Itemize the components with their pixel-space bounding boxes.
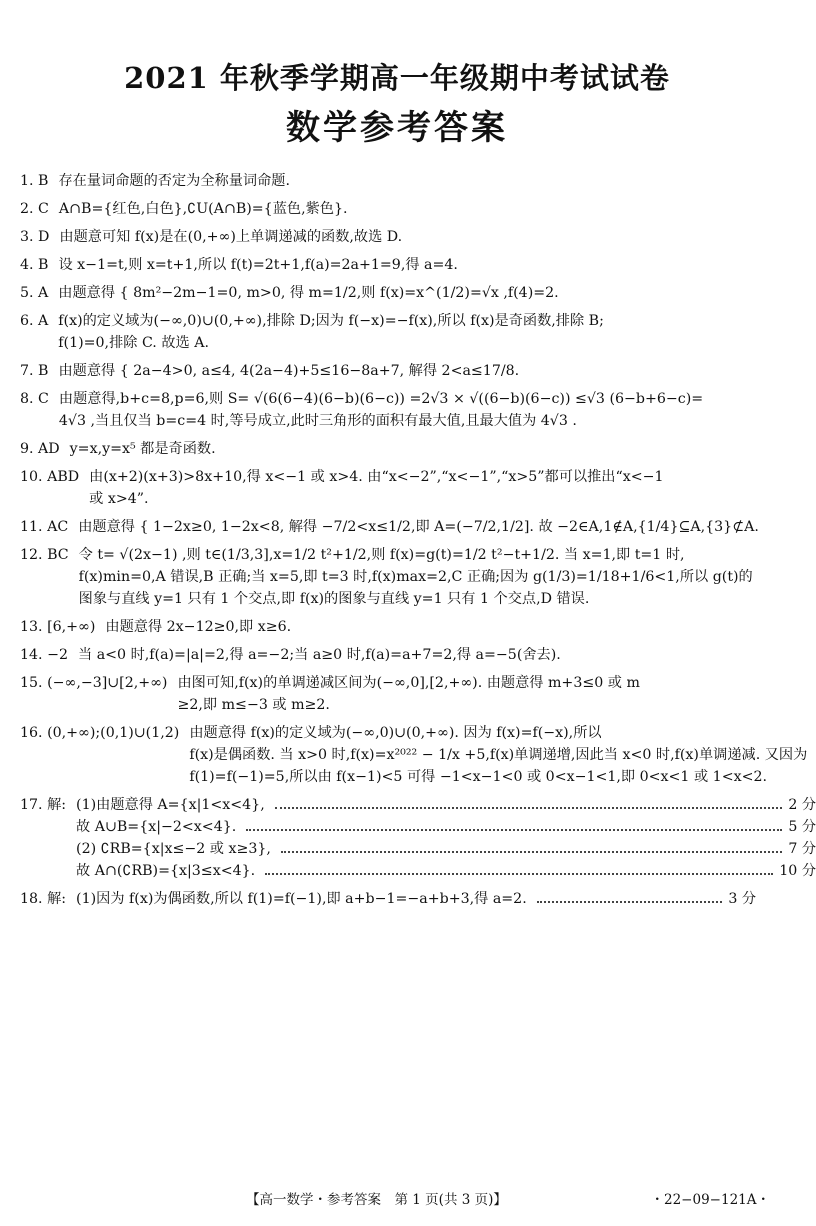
answer-item <box>20 388 780 432</box>
score-row <box>76 794 816 816</box>
answer-list <box>20 170 808 788</box>
answers-content <box>20 170 816 916</box>
footer-page-info: 【高一数学・参考答案 第 1 页(共 3 页)】 <box>246 1192 507 1208</box>
answer-body <box>177 672 780 716</box>
answer-line: 4√3 ,当且仅当 b=c=4 时,等号成立,此时三角形的面积有最大值,且最大值为 4√3 . <box>58 413 577 429</box>
answer-number: 18. 解: <box>20 891 67 907</box>
answer-body <box>76 794 816 882</box>
dot-leader <box>265 873 773 875</box>
step-points: 3 分 <box>728 891 757 907</box>
answer-number: 2. C <box>20 201 49 217</box>
answer-body <box>58 170 780 192</box>
step-points: 7 分 <box>788 841 816 857</box>
answer-body <box>58 282 780 304</box>
answer-body <box>78 516 780 538</box>
step-text: 故 A∪B={x|−2<x<4}. <box>76 819 237 835</box>
answer-body <box>58 360 780 382</box>
answer-number: 15. (−∞,−3]∪[2,+∞) <box>20 675 168 691</box>
answer-body <box>105 616 780 638</box>
answer-item <box>20 360 780 382</box>
answer-number: 13. [6,+∞) <box>20 619 96 635</box>
answer-line: y=x,y=x⁵ 都是奇函数. <box>69 441 216 457</box>
answer-line: 存在量词命题的否定为全称量词命题. <box>58 173 290 189</box>
step-text: (2) ∁RB={x|x≤−2 或 x≥3}, <box>76 841 271 857</box>
answer-body <box>76 888 780 910</box>
answer-number: 3. D <box>20 229 50 245</box>
score-row <box>76 860 816 882</box>
answer-body <box>70 438 780 460</box>
answer-item <box>20 672 780 716</box>
answer-line: f(x)min=0,A 错误,B 正确;当 x=5,即 t=3 时,f(x)max=2,C 正确;因为 g(1/3)=1/18+1/6<1,所以 g(t)的 <box>78 569 753 585</box>
score-row <box>76 838 816 860</box>
answer-number: 16. (0,+∞);(0,1)∪(1,2) <box>20 725 180 741</box>
answer-line: f(x)的定义域为(−∞,0)∪(0,+∞),排除 D;因为 f(−x)=−f(x),所以 f(x)是奇函数,排除 B; <box>58 313 604 329</box>
answer-body <box>59 388 780 432</box>
answer-line: 图象与直线 y=1 只有 1 个交点,即 f(x)的图象与直线 y=1 只有 1 个交点,D 错误. <box>78 591 590 607</box>
answer-item <box>20 466 780 510</box>
answer-number: 6. A <box>20 313 49 329</box>
answer-number: 12. BC <box>20 547 69 563</box>
answer-line: 由(x+2)(x+3)>8x+10,得 x<−1 或 x>4. 由“x<−2”,“x<−1”,“x>5”都可以推出“x<−1 <box>89 469 664 485</box>
answer-line: 由题意得 { 8m²−2m−1=0, m>0, 得 m=1/2,则 f(x)=x^(1/2)=√x ,f(4)=2. <box>58 285 559 301</box>
dot-leader <box>246 829 782 831</box>
answer-line: f(1)=0,排除 C. 故选 A. <box>58 335 209 351</box>
answer-item <box>20 516 780 538</box>
answer-item <box>20 438 780 460</box>
answer-body <box>189 722 807 788</box>
answer-item <box>20 170 780 192</box>
answer-item <box>20 282 780 304</box>
answer-line: 或 x>4”. <box>89 491 149 507</box>
answer-body <box>58 310 780 354</box>
answer-item <box>20 616 780 638</box>
answer-body <box>79 544 780 610</box>
answer-17 <box>20 794 816 882</box>
answer-number: 5. A <box>20 285 49 301</box>
answer-body <box>78 644 780 666</box>
answer-line: 由题意得,b+c=8,p=6,则 S= √(6(6−4)(6−b)(6−c)) =2√3 × √((6−b)(6−c)) ≤√3 (6−b+6−c)= <box>58 391 704 407</box>
answer-body <box>59 198 780 220</box>
answer-number: 14. −2 <box>20 647 68 663</box>
answer-number: 7. B <box>20 363 49 379</box>
answer-body <box>58 254 780 276</box>
answer-line: 由题意得 2x−12≥0,即 x≥6. <box>105 619 292 635</box>
dot-leader <box>281 851 782 853</box>
answer-item <box>20 198 780 220</box>
answer-item <box>20 544 780 610</box>
footer-code: ・22−09−121A・ <box>650 1192 770 1208</box>
answer-line: 由题意可知 f(x)是在(0,+∞)上单调递减的函数,故选 D. <box>59 229 403 245</box>
answer-number: 10. ABD <box>20 469 80 485</box>
dot-leader <box>275 807 783 809</box>
answer-line: f(x)是偶函数. 当 x>0 时,f(x)=x²⁰²² − 1/x +5,f(x)单调递增,因此当 x<0 时,f(x)单调递减. 又因为 <box>189 747 808 763</box>
answer-line: A∩B={红色,白色},∁U(A∩B)={蓝色,紫色}. <box>58 201 348 217</box>
answer-number: 4. B <box>20 257 49 273</box>
score-row <box>76 816 816 838</box>
answer-key-title: 数学参考答案 <box>286 108 508 148</box>
answer-line: 设 x−1=t,则 x=t+1,所以 f(t)=2t+1,f(a)=2a+1=9,得 a=4. <box>58 257 458 273</box>
answer-body <box>89 466 780 510</box>
answer-line: 由题意得 { 2a−4>0, a≤4, 4(2a−4)+5≤16−8a+7, 解得 2<a≤17/8. <box>58 363 520 379</box>
step-points: 5 分 <box>788 819 816 835</box>
answer-line: 当 a<0 时,f(a)=|a|=2,得 a=−2;当 a≥0 时,f(a)=a+7=2,得 a=−5(舍去). <box>78 647 561 663</box>
answer-item <box>20 722 808 788</box>
answer-item <box>20 644 780 666</box>
answer-number: 9. AD <box>20 441 60 457</box>
answer-number: 8. C <box>20 391 49 407</box>
score-row <box>76 888 756 910</box>
answer-item <box>20 226 780 248</box>
step-points: 2 分 <box>788 797 816 813</box>
answer-line: ≥2,即 m≤−3 或 m≥2. <box>177 697 330 713</box>
answer-item <box>20 254 780 276</box>
exam-title: 2021 年秋季学期高一年级期中考试试卷 <box>124 61 670 95</box>
step-text: 故 A∩(∁RB)={x|3≤x<4}. <box>76 863 256 879</box>
answer-line: 由题意得 f(x)的定义域为(−∞,0)∪(0,+∞). 因为 f(x)=f(−x),所以 <box>189 725 602 741</box>
answer-18 <box>20 888 780 910</box>
dot-leader <box>537 901 723 903</box>
answer-line: 由题意得 { 1−2x≥0, 1−2x<8, 解得 −7/2<x≤1/2,即 A=(−7/2,1/2]. 故 −2∈A,1∉A,{1/4}⊆A,{3}⊄A. <box>78 519 759 535</box>
answer-line: 由图可知,f(x)的单调递减区间为(−∞,0],[2,+∞). 由题意得 m+3≤0 或 m <box>177 675 640 691</box>
answer-line: 令 t= √(2x−1) ,则 t∈(1/3,3],x=1/2 t²+1/2,则 f(x)=g(t)=1/2 t²−t+1/2. 当 x=1,即 t=1 时, <box>78 547 685 563</box>
step-text: (1)因为 f(x)为偶函数,所以 f(1)=f(−1),即 a+b−1=−a+b+3,得 a=2. <box>76 891 527 907</box>
step-points: 10 分 <box>779 863 816 879</box>
answer-number: 1. B <box>20 173 49 189</box>
step-text: (1)由题意得 A={x|1<x<4}, <box>76 797 265 813</box>
answer-item <box>20 310 780 354</box>
answer-number: 11. AC <box>20 519 69 535</box>
answer-number: 17. 解: <box>20 797 67 813</box>
answer-line: f(1)=f(−1)=5,所以由 f(x−1)<5 可得 −1<x−1<0 或 0<x−1<1,即 0<x<1 或 1<x<2. <box>189 769 768 785</box>
answer-body <box>59 226 780 248</box>
